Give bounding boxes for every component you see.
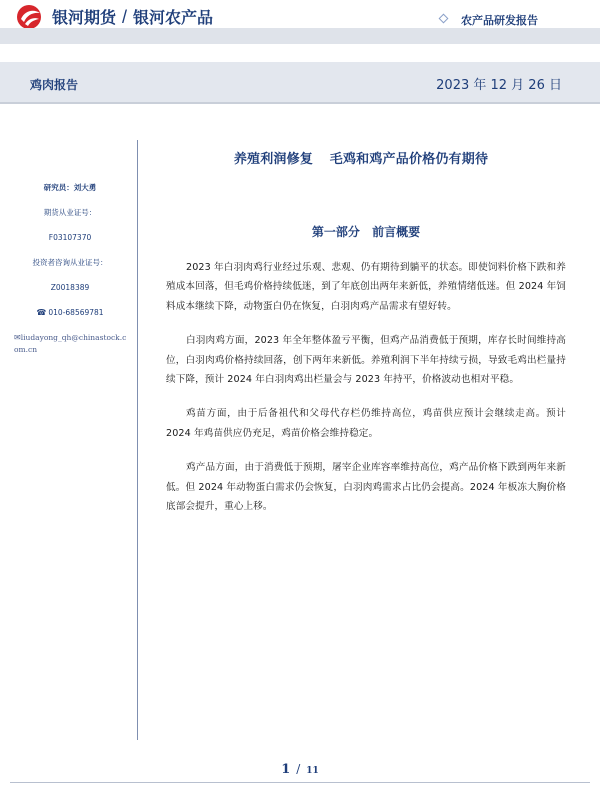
phone-icon: ☎ (36, 308, 47, 317)
futures-cert-label: 期货从业证号： (43, 208, 97, 217)
report-category: 鸡肉报告 (30, 78, 79, 92)
paragraph: 鸡苗方面，由于后备祖代和父母代存栏仍维持高位，鸡苗供应预计会继续走高。预计 2024 年鸡苗供应仍充足，鸡苗价格会维持稳定。 (166, 408, 566, 439)
vertical-divider (137, 140, 138, 740)
phone-line (10, 307, 130, 319)
brand-name (52, 5, 213, 28)
report-type: 农产品研发报告 (461, 14, 538, 27)
brand-left: 银河期货 (52, 10, 117, 27)
mail-icon: ✉ (14, 333, 21, 342)
category-bar (0, 62, 600, 104)
diamond-icon (439, 14, 449, 24)
page-number (0, 758, 600, 777)
paragraph: 2023 年白羽肉鸡行业经过乐观、悲观、仍有期待到躺平的状态。即使饲料价格下跌和养殖成本回落，但毛鸡价格持续低迷，到了年底创出两年来新低，养殖情绪低迷。但 2024 年饲料成本继续下降，动物蛋白仍在恢复，白羽肉鸡产品需求有望好转。 (166, 262, 566, 312)
footer-rule (10, 782, 590, 783)
section-title: 第一部分 前言概要 (311, 225, 421, 239)
email-line[interactable] (10, 332, 130, 356)
report-date: 2023 年 12 月 26 日 (436, 78, 562, 93)
brand-right: 银河农产品 (133, 10, 214, 27)
page-separator: / (296, 762, 301, 776)
page-total: 11 (306, 766, 319, 776)
phone-number: 010-68569781 (48, 308, 104, 317)
researcher-name: 研究员：刘大勇 (43, 183, 97, 192)
email-address[interactable]: liudayong_qh@chinastock.com.cn (14, 333, 127, 354)
paragraph: 鸡产品方面，由于消费低于预期，屠宰企业库容率维持高位，鸡产品价格下跌到两年来新低。但 2024 年动物蛋白需求仍会恢复，白羽肉鸡需求占比仍会提高。2024 年板冻大胸价格底部会提升，重心上移。 (166, 462, 566, 513)
report-type-wrap (440, 9, 538, 28)
galaxy-futures-logo-icon (16, 4, 44, 30)
paragraph: 白羽肉鸡方面，2023 年全年整体盈亏平衡，但鸡产品消费低于预期，库存长时间维持高位，白羽肉鸡价格持续回落，创下两年来新低。养殖利润下半年持续亏损，导致毛鸡出栏量持续下降，预计 2024 年白羽肉鸡出栏量会与 2023 年持平，价格波动也相对平稳。 (166, 335, 566, 386)
advisor-cert-label: 投资者咨询从业证号： (32, 258, 108, 267)
report-title: 养殖利润修复 毛鸡和鸡产品价格仍有期待 (233, 152, 489, 167)
author-sidebar (10, 182, 130, 369)
advisor-cert-number: Z0018389 (50, 283, 90, 292)
brand-slash: / (122, 7, 128, 27)
futures-cert-number: F03107370 (48, 233, 92, 242)
page-current: 1 (281, 762, 291, 777)
main-content (166, 148, 566, 516)
header-shade (0, 28, 600, 44)
